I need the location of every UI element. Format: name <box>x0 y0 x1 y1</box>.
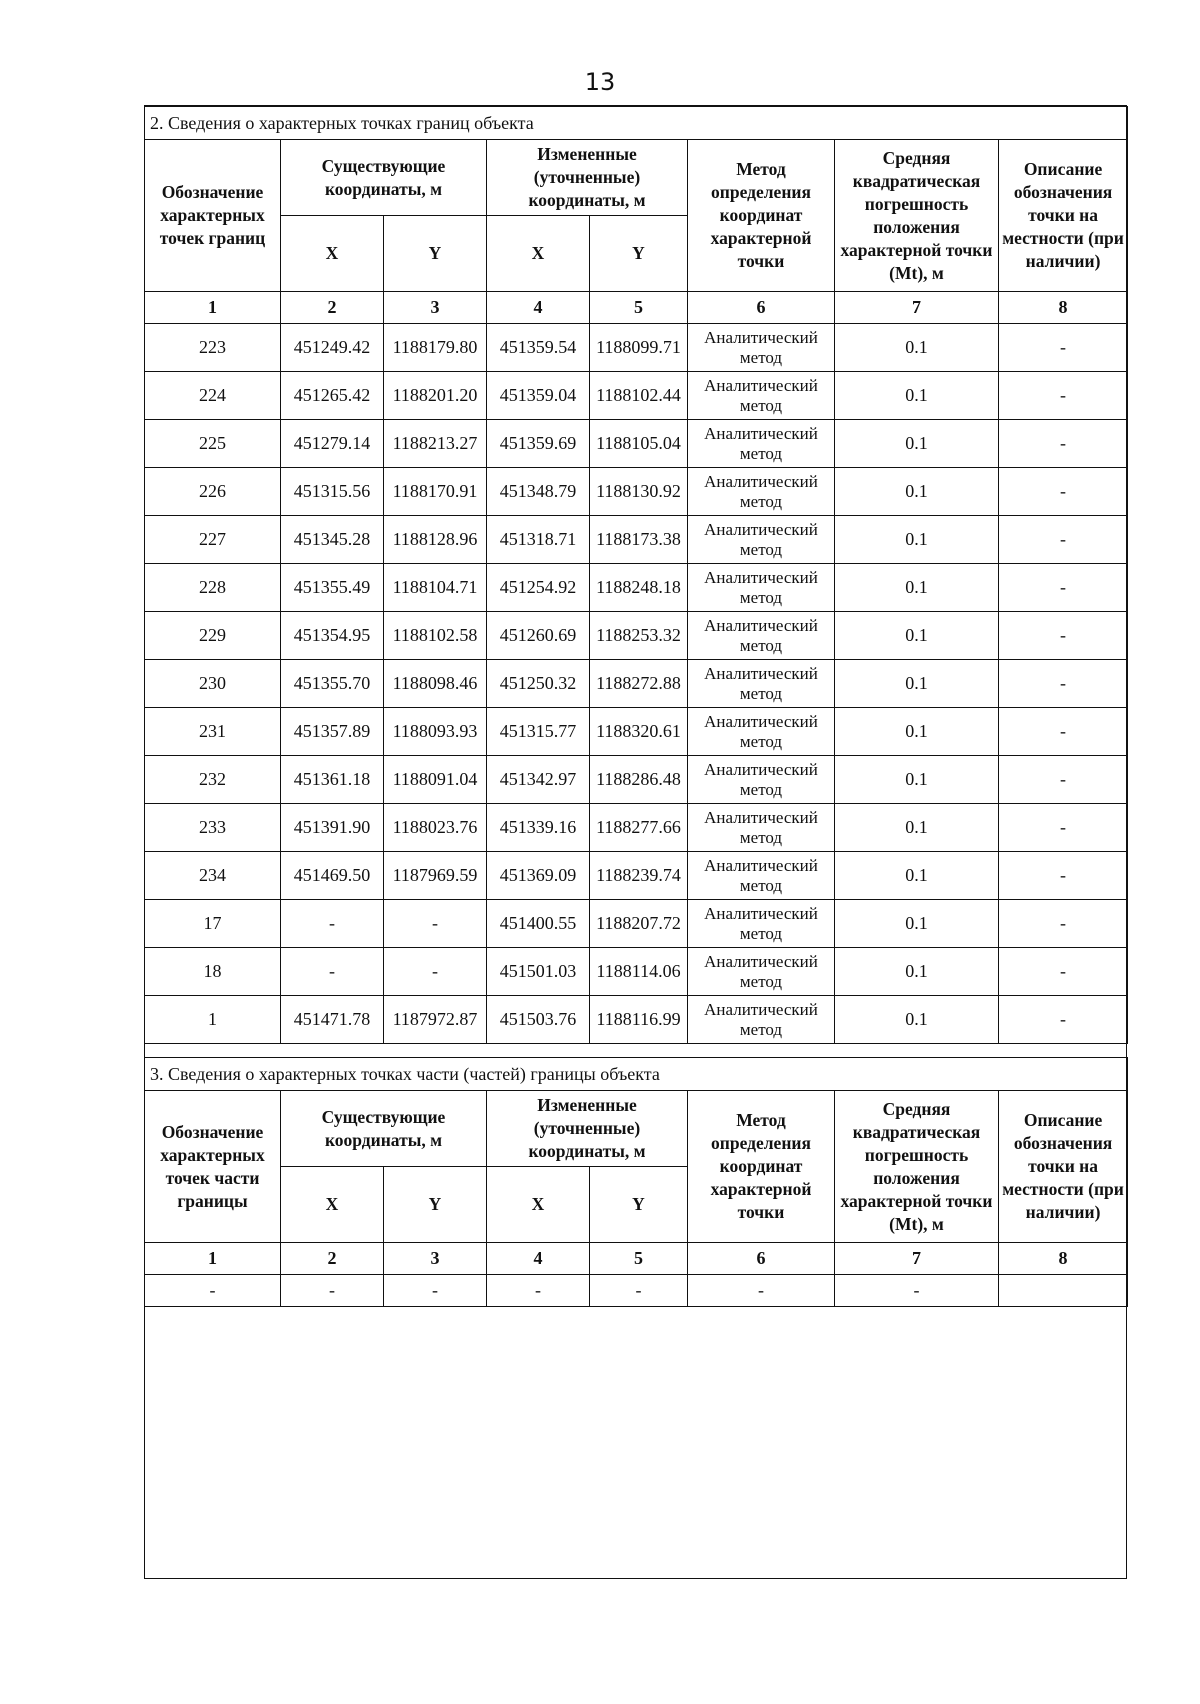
table-cell: 451265.42 <box>281 372 384 420</box>
table-cell: 225 <box>145 420 281 468</box>
header-existing-y: Y <box>384 1167 487 1243</box>
table-cell: 451501.03 <box>487 948 590 996</box>
column-number: 3 <box>384 292 487 324</box>
header-changed-y: Y <box>590 216 688 292</box>
table-row <box>145 1275 1128 1307</box>
column-numbers-row <box>145 292 1128 324</box>
table-cell: 224 <box>145 372 281 420</box>
table-cell: - <box>999 852 1128 900</box>
table-cell: - <box>281 900 384 948</box>
table-cell: 18 <box>145 948 281 996</box>
table-row <box>145 516 1128 564</box>
table-cell: 1188201.20 <box>384 372 487 420</box>
header-mean-square-error: Средняя квадратическая погрешность положения характерной точки (Mt), м <box>835 1091 999 1243</box>
table-cell: 1188213.27 <box>384 420 487 468</box>
table-row <box>145 948 1128 996</box>
table-cell: 451348.79 <box>487 468 590 516</box>
table-cell: 451359.04 <box>487 372 590 420</box>
method-cell: Аналитический метод <box>688 708 835 756</box>
table-cell: 451361.18 <box>281 756 384 804</box>
table-cell: 1188099.71 <box>590 324 688 372</box>
method-cell: Аналитический метод <box>688 756 835 804</box>
table-cell <box>999 1275 1128 1307</box>
table-row <box>145 612 1128 660</box>
table-cell: - <box>384 900 487 948</box>
table-cell: - <box>999 612 1128 660</box>
table-cell: 0.1 <box>835 660 999 708</box>
header-method: Метод определения координат характерной точки <box>688 1091 835 1243</box>
method-cell: Аналитический метод <box>688 996 835 1044</box>
table-cell: - <box>999 708 1128 756</box>
table-cell: 0.1 <box>835 996 999 1044</box>
table-cell: 223 <box>145 324 281 372</box>
table-cell: 451391.90 <box>281 804 384 852</box>
table-cell: - <box>999 372 1128 420</box>
table-cell: 1188098.46 <box>384 660 487 708</box>
table-cell: 232 <box>145 756 281 804</box>
table-cell: - <box>384 1275 487 1307</box>
method-cell: Аналитический метод <box>688 420 835 468</box>
method-cell: Аналитический метод <box>688 948 835 996</box>
table-cell: - <box>999 948 1128 996</box>
table-cell: - <box>999 516 1128 564</box>
column-number: 7 <box>835 1243 999 1275</box>
table-cell: 451315.77 <box>487 708 590 756</box>
header-existing-x: X <box>281 216 384 292</box>
section-2-title: 2. Сведения о характерных точках границ объекта <box>145 107 1128 140</box>
table-cell: 451339.16 <box>487 804 590 852</box>
table-row <box>145 756 1128 804</box>
method-cell: Аналитический метод <box>688 852 835 900</box>
table-cell: - <box>999 900 1128 948</box>
table-cell: 1188286.48 <box>590 756 688 804</box>
table-cell: 451354.95 <box>281 612 384 660</box>
table-row <box>145 708 1128 756</box>
part-boundary-points-table <box>144 1057 1128 1307</box>
table-cell: 1187972.87 <box>384 996 487 1044</box>
table-cell: - <box>999 324 1128 372</box>
table-row <box>145 468 1128 516</box>
table-cell: 1188114.06 <box>590 948 688 996</box>
document-frame <box>144 105 1127 1579</box>
table-cell: 227 <box>145 516 281 564</box>
method-cell: Аналитический метод <box>688 612 835 660</box>
table-cell: - <box>999 660 1128 708</box>
table-row <box>145 660 1128 708</box>
table-row <box>145 372 1128 420</box>
column-number: 8 <box>999 292 1128 324</box>
table-row <box>145 420 1128 468</box>
table-cell: - <box>999 756 1128 804</box>
table-cell: 228 <box>145 564 281 612</box>
table-cell: 1188320.61 <box>590 708 688 756</box>
table-cell: - <box>688 1275 835 1307</box>
table-cell: - <box>835 1275 999 1307</box>
table-cell: 0.1 <box>835 708 999 756</box>
table-cell: 1188170.91 <box>384 468 487 516</box>
boundary-points-table <box>144 106 1128 1044</box>
table-cell: 233 <box>145 804 281 852</box>
table-row <box>145 804 1128 852</box>
header-description: Описание обозначения точки на местности (при наличии) <box>999 1091 1128 1243</box>
table-cell: 451503.76 <box>487 996 590 1044</box>
table-cell: 451249.42 <box>281 324 384 372</box>
table-cell: 0.1 <box>835 804 999 852</box>
header-existing-y: Y <box>384 216 487 292</box>
column-numbers-row <box>145 1243 1128 1275</box>
table-cell: 451254.92 <box>487 564 590 612</box>
table-cell: 451318.71 <box>487 516 590 564</box>
table-cell: 230 <box>145 660 281 708</box>
header-designation: Обозначение характерных точек части границы <box>145 1091 281 1243</box>
header-existing-coordinates: Существующие координаты, м <box>281 1091 487 1167</box>
table-cell: 0.1 <box>835 564 999 612</box>
boundary-points-body <box>145 324 1128 1044</box>
table-cell: - <box>999 564 1128 612</box>
table-cell: 0.1 <box>835 468 999 516</box>
column-number: 2 <box>281 1243 384 1275</box>
table-cell: 1188102.58 <box>384 612 487 660</box>
column-number: 5 <box>590 1243 688 1275</box>
table-cell: 0.1 <box>835 372 999 420</box>
table-cell: 17 <box>145 900 281 948</box>
table-cell: 1188105.04 <box>590 420 688 468</box>
table-cell: 451315.56 <box>281 468 384 516</box>
header-method: Метод определения координат характерной точки <box>688 140 835 292</box>
table-cell: 1188093.93 <box>384 708 487 756</box>
table-cell: 451355.70 <box>281 660 384 708</box>
table-cell: - <box>487 1275 590 1307</box>
table-cell: - <box>384 948 487 996</box>
table-cell: - <box>999 996 1128 1044</box>
column-number: 8 <box>999 1243 1128 1275</box>
table-cell: 0.1 <box>835 756 999 804</box>
table-cell: 231 <box>145 708 281 756</box>
method-cell: Аналитический метод <box>688 468 835 516</box>
header-changed-y: Y <box>590 1167 688 1243</box>
table-cell: - <box>145 1275 281 1307</box>
table-cell: 451359.54 <box>487 324 590 372</box>
header-changed-x: X <box>487 216 590 292</box>
table-cell: 1188248.18 <box>590 564 688 612</box>
table-cell: 1 <box>145 996 281 1044</box>
table-cell: 1188277.66 <box>590 804 688 852</box>
table-cell: 451471.78 <box>281 996 384 1044</box>
table-cell: 1188102.44 <box>590 372 688 420</box>
table-cell: 451357.89 <box>281 708 384 756</box>
table-cell: - <box>999 468 1128 516</box>
table-cell: 1188239.74 <box>590 852 688 900</box>
table-row <box>145 852 1128 900</box>
header-existing-coordinates: Существующие координаты, м <box>281 140 487 216</box>
table-cell: 451355.49 <box>281 564 384 612</box>
method-cell: Аналитический метод <box>688 372 835 420</box>
table-row <box>145 564 1128 612</box>
column-number: 4 <box>487 292 590 324</box>
table-cell: 1188207.72 <box>590 900 688 948</box>
method-cell: Аналитический метод <box>688 516 835 564</box>
column-number: 2 <box>281 292 384 324</box>
column-number: 3 <box>384 1243 487 1275</box>
table-cell: 1188253.32 <box>590 612 688 660</box>
header-changed-coordinates: Измененные (уточненные) координаты, м <box>487 1091 688 1167</box>
header-designation: Обозначение характерных точек границ <box>145 140 281 292</box>
method-cell: Аналитический метод <box>688 564 835 612</box>
table-cell: 229 <box>145 612 281 660</box>
table-cell: 1188128.96 <box>384 516 487 564</box>
section-3-title: 3. Сведения о характерных точках части (частей) границы объекта <box>145 1058 1128 1091</box>
column-number: 1 <box>145 292 281 324</box>
table-cell: 451469.50 <box>281 852 384 900</box>
table-cell: 0.1 <box>835 516 999 564</box>
table-cell: 0.1 <box>835 852 999 900</box>
table-cell: 451279.14 <box>281 420 384 468</box>
table-cell: 0.1 <box>835 324 999 372</box>
table-cell: 1188023.76 <box>384 804 487 852</box>
table-cell: 1188173.38 <box>590 516 688 564</box>
table-cell: - <box>999 420 1128 468</box>
table-row <box>145 324 1128 372</box>
column-number: 5 <box>590 292 688 324</box>
table-cell: 0.1 <box>835 612 999 660</box>
table-cell: 1187969.59 <box>384 852 487 900</box>
column-number: 6 <box>688 1243 835 1275</box>
table-cell: 451369.09 <box>487 852 590 900</box>
table-cell: 451400.55 <box>487 900 590 948</box>
table-row <box>145 996 1128 1044</box>
table-cell: 451250.32 <box>487 660 590 708</box>
column-number: 4 <box>487 1243 590 1275</box>
table-cell: 1188179.80 <box>384 324 487 372</box>
table-cell: 1188130.92 <box>590 468 688 516</box>
column-number: 7 <box>835 292 999 324</box>
table-cell: 1188091.04 <box>384 756 487 804</box>
table-cell: 0.1 <box>835 948 999 996</box>
method-cell: Аналитический метод <box>688 900 835 948</box>
table-cell: - <box>999 804 1128 852</box>
table-cell: 1188116.99 <box>590 996 688 1044</box>
header-mean-square-error: Средняя квадратическая погрешность положения характерной точки (Mt), м <box>835 140 999 292</box>
table-cell: - <box>590 1275 688 1307</box>
table-cell: 1188272.88 <box>590 660 688 708</box>
table-cell: - <box>281 948 384 996</box>
table-cell: 234 <box>145 852 281 900</box>
table-cell: 451260.69 <box>487 612 590 660</box>
table-row <box>145 900 1128 948</box>
header-existing-x: X <box>281 1167 384 1243</box>
table-cell: 451345.28 <box>281 516 384 564</box>
page-number: 13 <box>584 68 616 96</box>
header-changed-coordinates: Измененные (уточненные) координаты, м <box>487 140 688 216</box>
table-cell: 0.1 <box>835 420 999 468</box>
header-description: Описание обозначения точки на местности (при наличии) <box>999 140 1128 292</box>
header-changed-x: X <box>487 1167 590 1243</box>
table-cell: 1188104.71 <box>384 564 487 612</box>
method-cell: Аналитический метод <box>688 804 835 852</box>
table-cell: 226 <box>145 468 281 516</box>
table-cell: 451359.69 <box>487 420 590 468</box>
table-cell: 0.1 <box>835 900 999 948</box>
method-cell: Аналитический метод <box>688 324 835 372</box>
method-cell: Аналитический метод <box>688 660 835 708</box>
table-cell: - <box>281 1275 384 1307</box>
column-number: 1 <box>145 1243 281 1275</box>
column-number: 6 <box>688 292 835 324</box>
table-cell: 451342.97 <box>487 756 590 804</box>
